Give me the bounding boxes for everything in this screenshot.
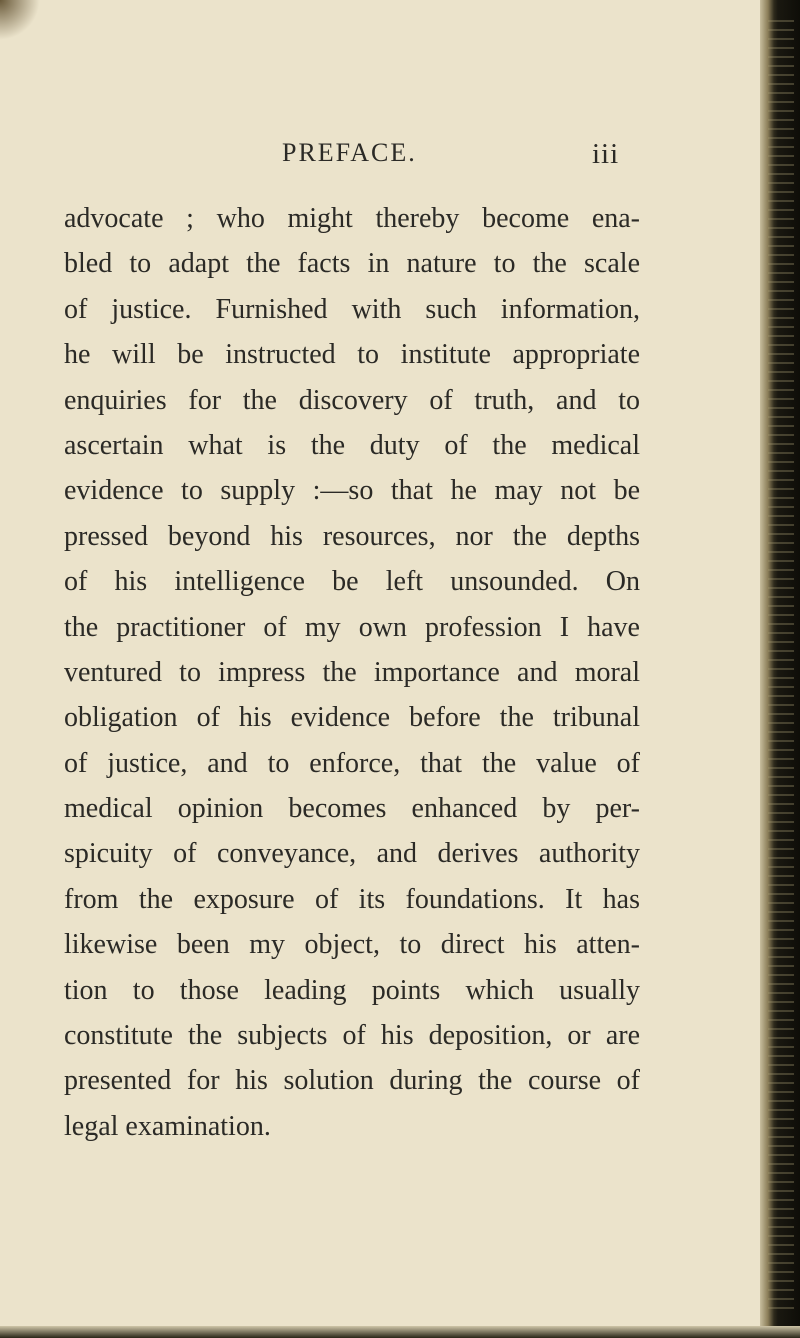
text-line: legal examination. xyxy=(64,1110,271,1142)
text-line: bled to adapt the facts in nature to the scale xyxy=(64,248,640,280)
page-number: iii xyxy=(592,138,620,170)
text-line: pressed beyond his resources, nor the depths xyxy=(64,520,640,552)
text-line: from the exposure of its foundations. It has xyxy=(64,883,640,915)
text-line: of justice, and to enforce, that the value of xyxy=(64,747,640,779)
text-line: of his intelligence be left unsounded. On xyxy=(64,566,640,598)
binding-texture xyxy=(768,20,794,1310)
text-line: medical opinion becomes enhanced by per- xyxy=(64,793,640,825)
text-line: presented for his solution during the course of xyxy=(64,1065,640,1097)
running-title: PREFACE. xyxy=(282,138,417,167)
text-line: spicuity of conveyance, and derives authority xyxy=(64,838,640,870)
text-line: obligation of his evidence before the tribunal xyxy=(64,702,640,734)
text-line: evidence to supply :—so that he may not be xyxy=(64,475,640,507)
text-line: ventured to impress the importance and moral xyxy=(64,656,640,688)
text-line: tion to those leading points which usually xyxy=(64,974,640,1006)
text-line: ascertain what is the duty of the medical xyxy=(64,429,640,461)
text-line: likewise been my object, to direct his atten- xyxy=(64,929,640,961)
text-line: enquiries for the discovery of truth, and to xyxy=(64,384,640,416)
text-line: advocate ; who might thereby become ena- xyxy=(64,203,640,234)
page-header xyxy=(0,138,760,178)
text-line: of justice. Furnished with such information, xyxy=(64,293,640,325)
page-bottom-edge xyxy=(0,1326,800,1338)
body-text xyxy=(64,196,640,1149)
corner-shadow xyxy=(0,0,40,40)
text-line: he will be instructed to institute appropriate xyxy=(64,339,640,371)
text-line: the practitioner of my own profession I have xyxy=(64,611,640,643)
text-line: constitute the subjects of his deposition, or are xyxy=(64,1020,640,1052)
